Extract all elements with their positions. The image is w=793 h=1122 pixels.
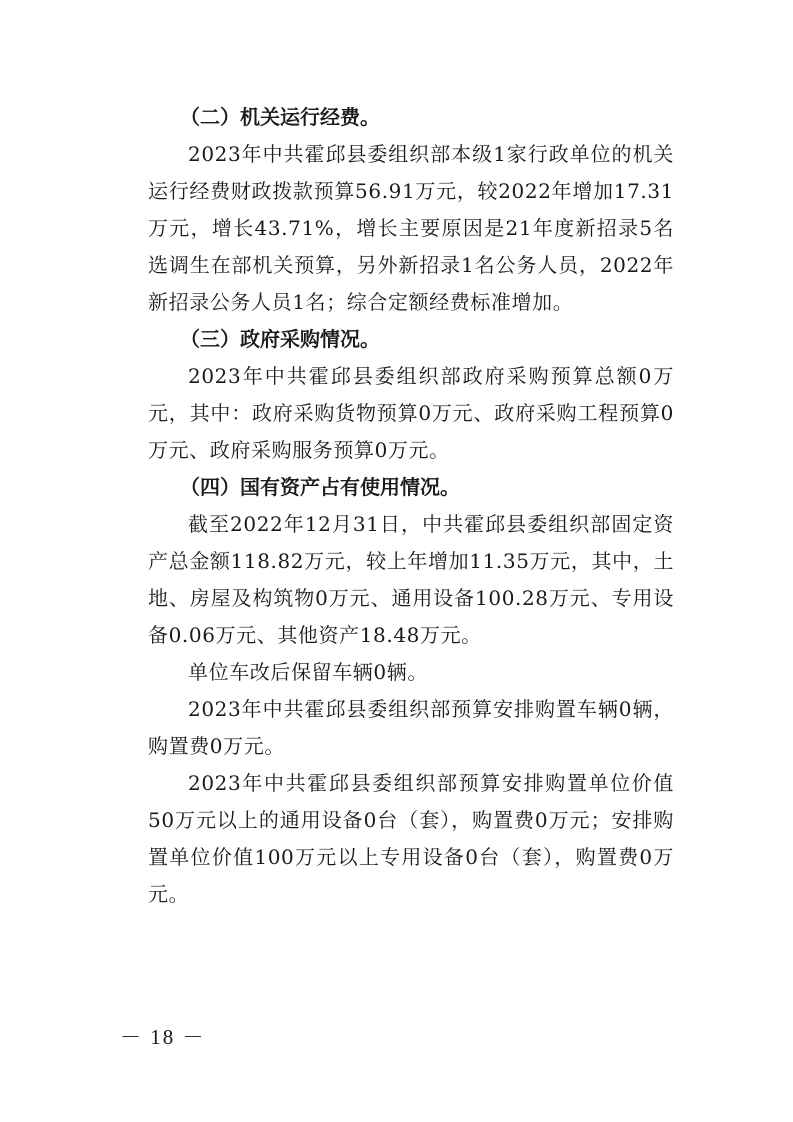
paragraph-equipment-purchase: 2023年中共霍邱县委组织部预算安排购置单位价值50万元以上的通用设备0台（套），购置费0万元；安排购置单位价值100万元以上专用设备0台（套），购置费0万元。 xyxy=(148,771,674,906)
paragraph-fixed-assets: 截至2022年12月31日，中共霍邱县委组织部固定资产总金额118.82万元，较上年增加11.35万元，其中，土地、房屋及构筑物0万元、通用设备100.28万元、专用设备0.06万元、其他资产18.48万元。 xyxy=(148,512,674,647)
section-heading-operating-expenses: （二）机关运行经费。 xyxy=(180,105,380,129)
paragraph-retained-vehicles: 单位车改后保留车辆0辆。 xyxy=(188,660,428,684)
section-heading-state-assets: （四）国有资产占有使用情况。 xyxy=(180,475,460,499)
section-heading-government-procurement: （三）政府采购情况。 xyxy=(180,327,380,351)
paragraph-vehicle-purchase: 2023年中共霍邱县委组织部预算安排购置车辆0辆，购置费0万元。 xyxy=(148,697,674,758)
document-body xyxy=(148,99,674,913)
page-number: － 18 － xyxy=(120,1025,206,1049)
paragraph-operating-expenses: 2023年中共霍邱县委组织部本级1家行政单位的机关运行经费财政拨款预算56.91万元，较2022年增加17.31万元，增长43.71%，增长主要原因是21年度新招录5名选调生在部机关预算，另外新招录1名公务人员，2022年新招录公务人员1名；综合定额经费标准增加。 xyxy=(148,142,674,314)
paragraph-government-procurement: 2023年中共霍邱县委组织部政府采购预算总额0万元，其中：政府采购货物预算0万元、政府采购工程预算0万元、政府采购服务预算0万元。 xyxy=(148,364,674,462)
